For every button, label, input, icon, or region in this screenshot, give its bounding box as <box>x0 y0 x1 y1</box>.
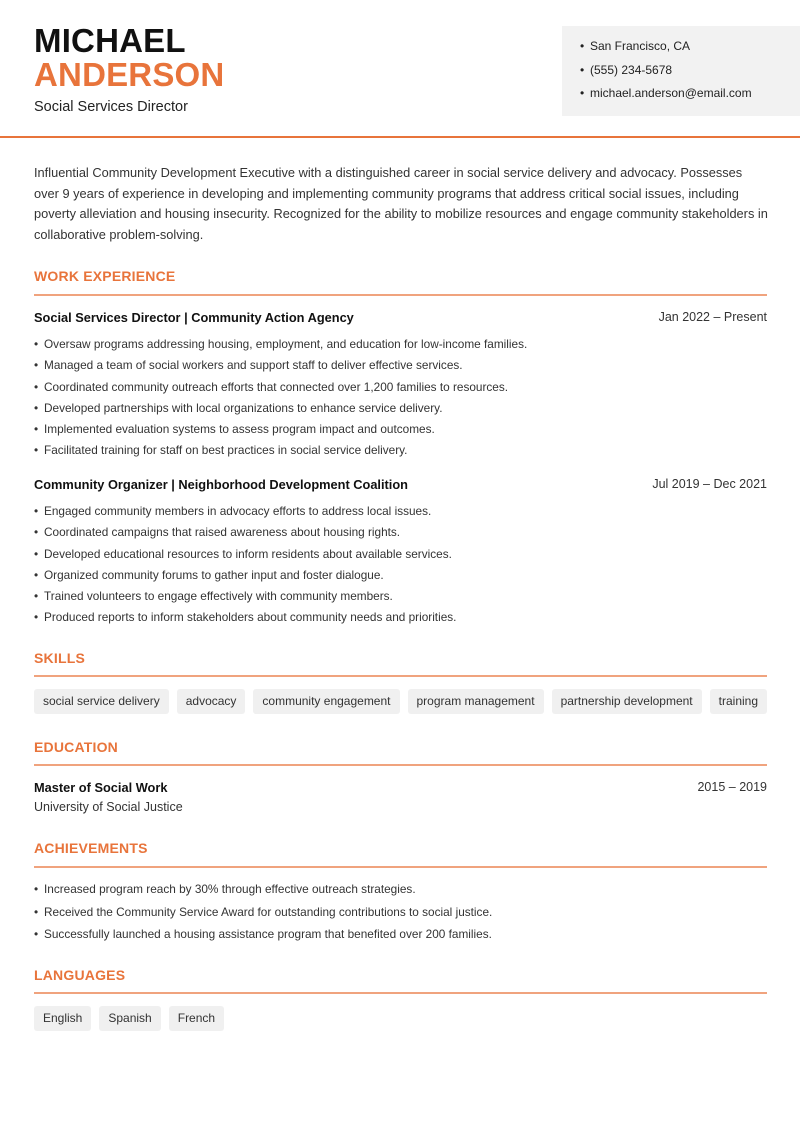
degree: Master of Social Work <box>34 780 168 795</box>
language-chip: Spanish <box>99 1006 160 1031</box>
list-item-text: Increased program reach by 30% through effective outreach strategies. <box>44 882 416 896</box>
job-bullets <box>34 503 767 631</box>
language-chip: French <box>169 1006 224 1031</box>
list-item <box>34 400 767 421</box>
languages-list <box>34 1006 224 1031</box>
school-name: University of Social Justice <box>34 800 183 814</box>
list-item-text: Oversaw programs addressing housing, employment, and education for low-income families. <box>44 337 528 351</box>
resume-header <box>0 0 800 138</box>
bullet-icon: • <box>34 546 39 561</box>
bullet-icon: • <box>34 882 39 896</box>
section-title-skills: SKILLS <box>34 650 85 666</box>
job-dates: Jul 2019 – Dec 2021 <box>652 477 767 491</box>
contact-location-text: San Francisco, CA <box>590 39 691 53</box>
language-chip: English <box>34 1006 91 1031</box>
bullet-icon: • <box>580 39 585 53</box>
section-title-languages: LANGUAGES <box>34 967 126 983</box>
section-divider <box>34 675 767 677</box>
list-item <box>34 336 767 357</box>
professional-summary: Influential Community Development Executive with a distinguished career in social service delivery and advocacy. Possesses over 9 years of experience in developing and implementing community programs that address critical social issues, including poverty alleviation and housing insecurity. Recognized for the ability to mobilize resources and engage community stakeholders in collaborative problem-solving. <box>34 165 768 242</box>
section-divider <box>34 764 767 766</box>
job-header <box>34 310 767 325</box>
contact-box <box>562 26 800 116</box>
list-item-text: Developed partnerships with local organizations to enhance service delivery. <box>44 400 443 415</box>
job-title: Social Services Director <box>34 99 188 115</box>
list-item-text: Facilitated training for staff on best practices in social service delivery. <box>44 443 408 458</box>
list-item <box>34 503 767 524</box>
list-item-text: Developed educational resources to inform residents about available services. <box>44 546 452 561</box>
list-item <box>34 546 767 567</box>
skill-chip: program management <box>408 689 544 714</box>
first-name: MICHAEL <box>34 22 186 59</box>
skill-chip: advocacy <box>177 689 246 714</box>
list-item <box>34 442 767 463</box>
bullet-icon: • <box>34 927 39 941</box>
job-role: Community Organizer | Neighborhood Development Coalition <box>34 477 408 492</box>
list-item-text: Coordinated community outreach efforts that connected over 1,200 families to resources. <box>44 379 509 394</box>
job-header <box>34 477 767 492</box>
bullet-icon: • <box>34 589 39 604</box>
list-item <box>34 588 767 609</box>
education-header <box>34 780 767 795</box>
contact-email <box>580 85 800 109</box>
bullet-icon: • <box>34 567 39 582</box>
skill-chip: partnership development <box>552 689 702 714</box>
bullet-icon: • <box>34 443 39 458</box>
skill-chip: social service delivery <box>34 689 169 714</box>
skill-chip: training <box>710 689 767 714</box>
list-item-text: Received the Community Service Award for outstanding contributions to social justice. <box>44 904 493 919</box>
contact-phone <box>580 62 800 86</box>
list-item <box>34 926 767 949</box>
list-item <box>34 357 767 378</box>
list-item <box>34 524 767 545</box>
list-item <box>34 567 767 588</box>
education-dates: 2015 – 2019 <box>697 780 767 794</box>
job-role: Social Services Director | Community Action Agency <box>34 310 354 325</box>
list-item <box>34 379 767 400</box>
skills-list <box>34 689 767 714</box>
bullet-icon: • <box>34 422 39 437</box>
bullet-icon: • <box>34 525 39 540</box>
list-item-text: Trained volunteers to engage effectively with community members. <box>44 589 393 604</box>
bullet-icon: • <box>34 504 39 518</box>
bullet-icon: • <box>34 904 39 919</box>
list-item-text: Successfully launched a housing assistance program that benefited over 200 families. <box>44 927 492 941</box>
contact-phone-text: (555) 234-5678 <box>590 62 673 77</box>
list-item-text: Engaged community members in advocacy efforts to address local issues. <box>44 504 432 518</box>
bullet-icon: • <box>34 610 39 625</box>
bullet-icon: • <box>34 400 39 415</box>
section-title-work: WORK EXPERIENCE <box>34 268 176 284</box>
section-title-education: EDUCATION <box>34 739 118 755</box>
list-item-text: Managed a team of social workers and support staff to deliver effective services. <box>44 358 463 373</box>
bullet-icon: • <box>580 86 585 100</box>
job-dates: Jan 2022 – Present <box>658 310 767 324</box>
list-item-text: Organized community forums to gather input and foster dialogue. <box>44 567 384 582</box>
contact-location <box>580 38 800 62</box>
section-title-achievements: ACHIEVEMENTS <box>34 840 148 856</box>
list-item-text: Produced reports to inform stakeholders about community needs and priorities. <box>44 610 457 625</box>
job-bullets <box>34 336 767 464</box>
list-item-text: Implemented evaluation systems to assess program impact and outcomes. <box>44 422 435 437</box>
section-divider <box>34 992 767 994</box>
contact-email-text: michael.anderson@email.com <box>590 86 752 100</box>
skill-chip: community engagement <box>253 689 399 714</box>
bullet-icon: • <box>34 379 39 394</box>
bullet-icon: • <box>34 358 39 373</box>
list-item <box>34 904 767 927</box>
list-item <box>34 881 767 904</box>
bullet-icon: • <box>34 337 39 351</box>
section-divider <box>34 866 767 868</box>
list-item <box>34 609 767 630</box>
list-item-text: Coordinated campaigns that raised awareness about housing rights. <box>44 525 401 540</box>
achievements-list <box>34 881 767 949</box>
bullet-icon: • <box>580 62 585 77</box>
last-name: ANDERSON <box>34 56 225 93</box>
list-item <box>34 421 767 442</box>
section-divider <box>34 294 767 296</box>
